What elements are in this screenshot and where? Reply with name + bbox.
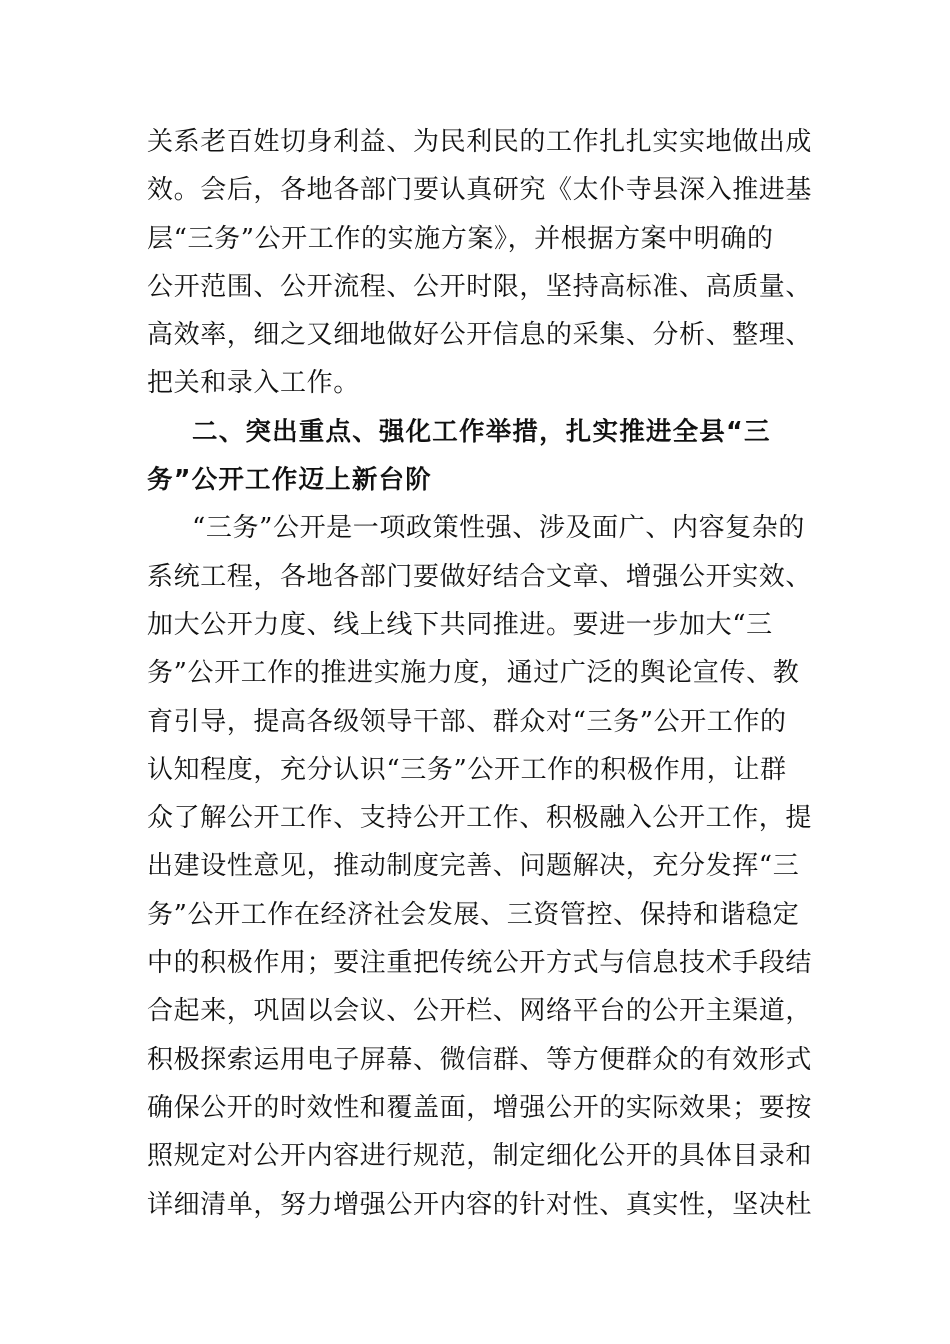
body-line-6: 把关和录入工作。 <box>147 368 360 399</box>
section-heading-line-2: 务”公开工作迈上新台阶 <box>147 465 432 496</box>
body-line-17: 务”公开工作在经济社会发展、三资管控、保持和谐稳定 <box>147 899 800 930</box>
body-line-12: 务”公开工作的推进实施力度，通过广泛的舆论宣传、教 <box>147 658 800 689</box>
body-line-20: 积极探索运用电子屏幕、微信群、等方便群众的有效形式 <box>147 1044 813 1075</box>
body-line-5: 高效率，细之又细地做好公开信息的采集、分析、整理、 <box>147 320 813 351</box>
body-line-10: 系统工程，各地各部门要做好结合文章、增强公开实效、 <box>147 561 813 592</box>
body-line-22: 照规定对公开内容进行规范，制定细化公开的具体目录和 <box>147 1141 813 1172</box>
body-line-16: 出建设性意见，推动制度完善、问题解决，充分发挥“三 <box>147 851 800 882</box>
document-body <box>147 118 813 1229</box>
body-line-21: 确保公开的时效性和覆盖面，增强公开的实际效果；要按 <box>147 1092 813 1123</box>
body-line-13: 育引导，提高各级领导干部、群众对“三务”公开工作的 <box>147 706 787 737</box>
body-line-4: 公开范围、公开流程、公开时限，坚持高标准、高质量、 <box>147 271 813 302</box>
body-line-11: 加大公开力度、线上线下共同推进。要进一步加大“三 <box>147 609 773 640</box>
body-line-1: 关系老百姓切身利益、为民利民的工作扎扎实实地做出成 <box>147 127 813 157</box>
body-line-23: 详细清单，努力增强公开内容的针对性、真实性，坚决杜 <box>147 1189 813 1220</box>
paragraph-first-line: “三务”公开是一项政策性强、涉及面广、内容复杂的 <box>192 513 805 544</box>
body-line-3: 层“三务”公开工作的实施方案》，并根据方案中明确的 <box>147 223 774 254</box>
body-line-14: 认知程度，充分认识“三务”公开工作的积极作用，让群 <box>147 754 787 785</box>
body-line-15: 众了解公开工作、支持公开工作、积极融入公开工作，提 <box>147 803 813 834</box>
section-heading-line-1: 二、突出重点、强化工作举措，扎实推进全县“三 <box>192 416 771 447</box>
body-line-18: 中的积极作用；要注重把传统公开方式与信息技术手段结 <box>147 948 813 979</box>
body-line-2: 效。会后，各地各部门要认真研究《太仆寺县深入推进基 <box>147 175 813 206</box>
body-line-19: 合起来，巩固以会议、公开栏、网络平台的公开主渠道， <box>147 996 813 1027</box>
